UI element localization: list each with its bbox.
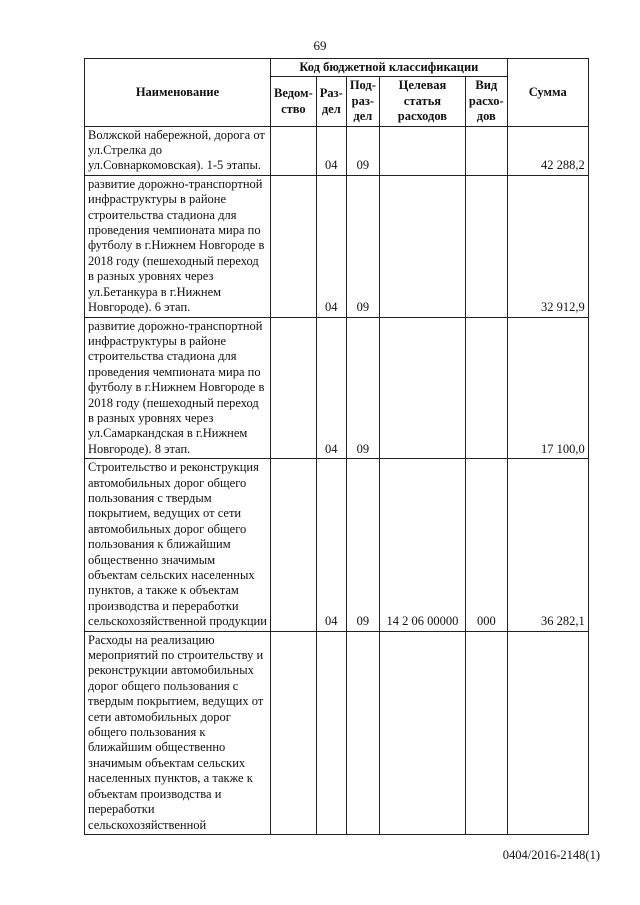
row-razdel: 04 <box>316 126 346 175</box>
row-vedomstvo <box>271 317 317 459</box>
row-name: Расходы на реализацию мероприятий по строительству и реконструкции автомобильных дорог общего пользования с твердым покрытием, ведущих от сети автомобильных дорог общего пользования к ближайшим общественно значимым объектам сельских населенных пунктов, а также к объектам производства и переработки сельскохозяйственной <box>85 631 271 834</box>
row-sum: 17 100,0 <box>507 317 588 459</box>
header-celevaya: Целевая статья расходов <box>379 77 465 126</box>
row-name: развитие дорожно-транспортной инфраструктуры в районе строительства стадиона для проведения чемпионата мира по футболу в г.Нижнем Новгороде в 2018 году (пешеходный переход в разных уровнях через ул.Бетанкура в г.Нижнем Новгороде). 6 этап. <box>85 175 271 317</box>
row-celevaya: 14 2 06 00000 <box>379 459 465 631</box>
row-celevaya <box>379 126 465 175</box>
row-podrazdel: 09 <box>346 126 379 175</box>
row-vedomstvo <box>271 126 317 175</box>
table-row <box>85 317 589 459</box>
row-razdel: 04 <box>316 175 346 317</box>
row-sum: 42 288,2 <box>507 126 588 175</box>
header-name: Наименование <box>85 59 271 127</box>
row-vid <box>465 126 507 175</box>
row-celevaya <box>379 631 465 834</box>
row-vedomstvo <box>271 631 317 834</box>
page-number: 69 <box>313 38 327 53</box>
row-sum: 36 282,1 <box>507 459 588 631</box>
header-budget-classification: Код бюджетной классификации <box>271 59 508 77</box>
row-name: Волжской набережной, дорога от ул.Стрелка до ул.Совнаркомовская). 1-5 этапы. <box>85 126 271 175</box>
table-row <box>85 459 589 631</box>
row-vedomstvo <box>271 459 317 631</box>
row-vid: 000 <box>465 459 507 631</box>
header-podrazdel: Под- раз- дел <box>346 77 379 126</box>
header-sum: Сумма <box>507 59 588 127</box>
row-name: развитие дорожно-транспортной инфраструктуры в районе строительства стадиона для проведения чемпионата мира по футболу в г.Нижнем Новгороде в 2018 году (пешеходный переход в разных уровнях через ул.Самаркандская в г.Нижнем Новгороде). 8 этап. <box>85 317 271 459</box>
row-razdel: 04 <box>316 459 346 631</box>
row-sum: 32 912,9 <box>507 175 588 317</box>
header-razdel: Раз- дел <box>316 77 346 126</box>
row-razdel: 04 <box>316 317 346 459</box>
row-vid <box>465 631 507 834</box>
row-podrazdel: 09 <box>346 459 379 631</box>
row-name: Строительство и реконструкция автомобильных дорог общего пользования с твердым покрытием, ведущих от сети автомобильных дорог общего пользования к ближайшим общественно значимым объектам сельских населенных пунктов, а также к объектам производства и переработки сельскохозяйственной продукции <box>85 459 271 631</box>
row-sum <box>507 631 588 834</box>
row-podrazdel: 09 <box>346 175 379 317</box>
row-celevaya <box>379 175 465 317</box>
header-vedomstvo: Ведом- ство <box>271 77 317 126</box>
row-vid <box>465 317 507 459</box>
header-vid: Вид расхо- дов <box>465 77 507 126</box>
row-vedomstvo <box>271 175 317 317</box>
row-podrazdel: 09 <box>346 317 379 459</box>
row-razdel <box>316 631 346 834</box>
table-row <box>85 631 589 834</box>
row-vid <box>465 175 507 317</box>
budget-table <box>84 58 589 835</box>
row-celevaya <box>379 317 465 459</box>
table-row <box>85 175 589 317</box>
row-podrazdel <box>346 631 379 834</box>
table-row <box>85 126 589 175</box>
document-number: 0404/2016-2148(1) <box>502 848 600 862</box>
